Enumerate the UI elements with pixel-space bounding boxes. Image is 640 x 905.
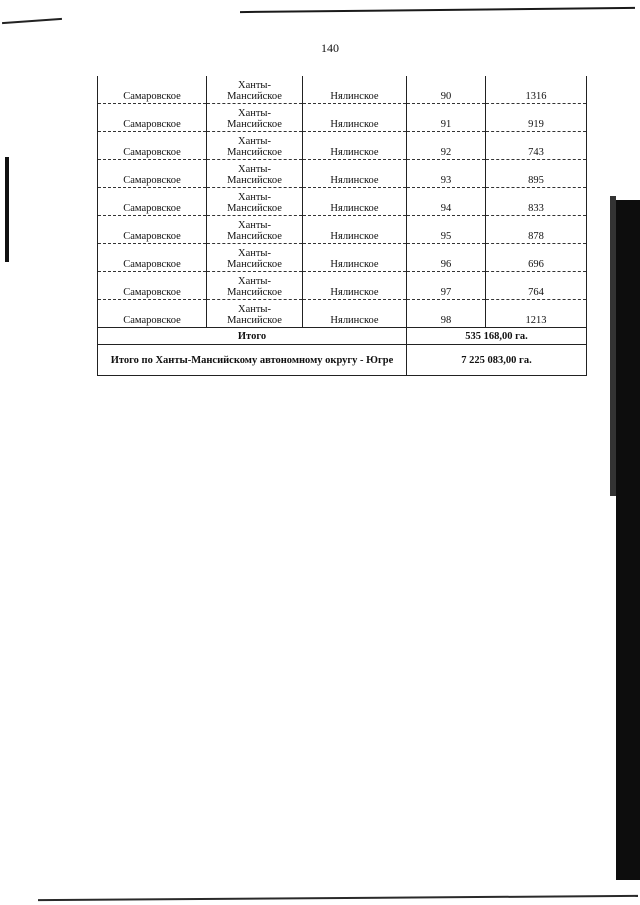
district-line-1: Ханты- [237,192,271,203]
area-cell: 1316 [486,76,587,104]
area-cell: 919 [486,104,587,132]
forestry-cell: Нялинское [303,76,407,104]
district-cell [207,188,303,216]
district-line-2: Мансийское [227,203,282,214]
forestry-cell: Нялинское [303,216,407,244]
district-line-1: Ханты- [237,80,271,91]
settlement-cell: Самаровское [98,272,207,300]
forestry-cell: Нялинское [303,272,407,300]
quarter-cell: 97 [407,272,486,300]
total-label: Итого [98,328,407,345]
district-line-2: Мансийское [227,287,282,298]
table-row [98,104,587,132]
scan-artifact-top-line [240,7,635,13]
forestry-cell: Нялинское [303,104,407,132]
district-cell [207,300,303,328]
forestry-cell: Нялинское [303,188,407,216]
district-line-2: Мансийское [227,119,282,130]
table-row [98,132,587,160]
quarter-cell: 98 [407,300,486,328]
district-line-1: Ханты- [237,136,271,147]
table-body [98,76,587,376]
district-line-2: Мансийское [227,259,282,270]
quarter-cell: 94 [407,188,486,216]
table-row [98,76,587,104]
area-cell: 878 [486,216,587,244]
settlement-cell: Самаровское [98,188,207,216]
forestry-cell: Нялинское [303,244,407,272]
page-number: 140 [321,41,339,55]
quarter-cell: 92 [407,132,486,160]
settlement-cell: Самаровское [98,244,207,272]
table-row [98,216,587,244]
area-cell: 1213 [486,300,587,328]
grand-total-label: Итого по Ханты-Мансийскому автономному округу - Югре [98,345,407,376]
quarter-cell: 91 [407,104,486,132]
district-cell [207,104,303,132]
district-cell [207,244,303,272]
settlement-cell: Самаровское [98,132,207,160]
total-value: 535 168,00 га. [407,328,587,345]
district-cell [207,216,303,244]
settlement-cell: Самаровское [98,76,207,104]
forest-quarters-table [97,76,587,376]
forestry-cell: Нялинское [303,160,407,188]
grand-total-row [98,345,587,376]
area-cell: 743 [486,132,587,160]
district-line-1: Ханты- [237,304,271,315]
area-cell: 696 [486,244,587,272]
scan-artifact-top-left [2,18,62,24]
district-cell [207,76,303,104]
district-line-2: Мансийское [227,231,282,242]
table-row [98,244,587,272]
district-line-2: Мансийское [227,175,282,186]
quarter-cell: 96 [407,244,486,272]
scan-artifact-bottom-line [38,895,638,901]
area-cell: 895 [486,160,587,188]
area-cell: 833 [486,188,587,216]
settlement-cell: Самаровское [98,160,207,188]
table-row [98,188,587,216]
district-cell [207,132,303,160]
district-line-2: Мансийское [227,315,282,326]
scan-artifact-left-bar [5,157,9,262]
table-row [98,160,587,188]
area-cell: 764 [486,272,587,300]
district-line-1: Ханты- [237,276,271,287]
district-line-1: Ханты- [237,108,271,119]
district-cell [207,272,303,300]
settlement-cell: Самаровское [98,216,207,244]
table-row [98,300,587,328]
quarter-cell: 95 [407,216,486,244]
scan-artifact-right-edge [616,200,640,880]
table-row [98,272,587,300]
district-line-1: Ханты- [237,220,271,231]
total-row [98,328,587,345]
district-line-1: Ханты- [237,164,271,175]
settlement-cell: Самаровское [98,104,207,132]
quarter-cell: 93 [407,160,486,188]
settlement-cell: Самаровское [98,300,207,328]
district-line-2: Мансийское [227,91,282,102]
quarter-cell: 90 [407,76,486,104]
forestry-cell: Нялинское [303,300,407,328]
grand-total-value: 7 225 083,00 га. [407,345,587,376]
district-cell [207,160,303,188]
district-line-1: Ханты- [237,248,271,259]
district-line-2: Мансийское [227,147,282,158]
forestry-cell: Нялинское [303,132,407,160]
